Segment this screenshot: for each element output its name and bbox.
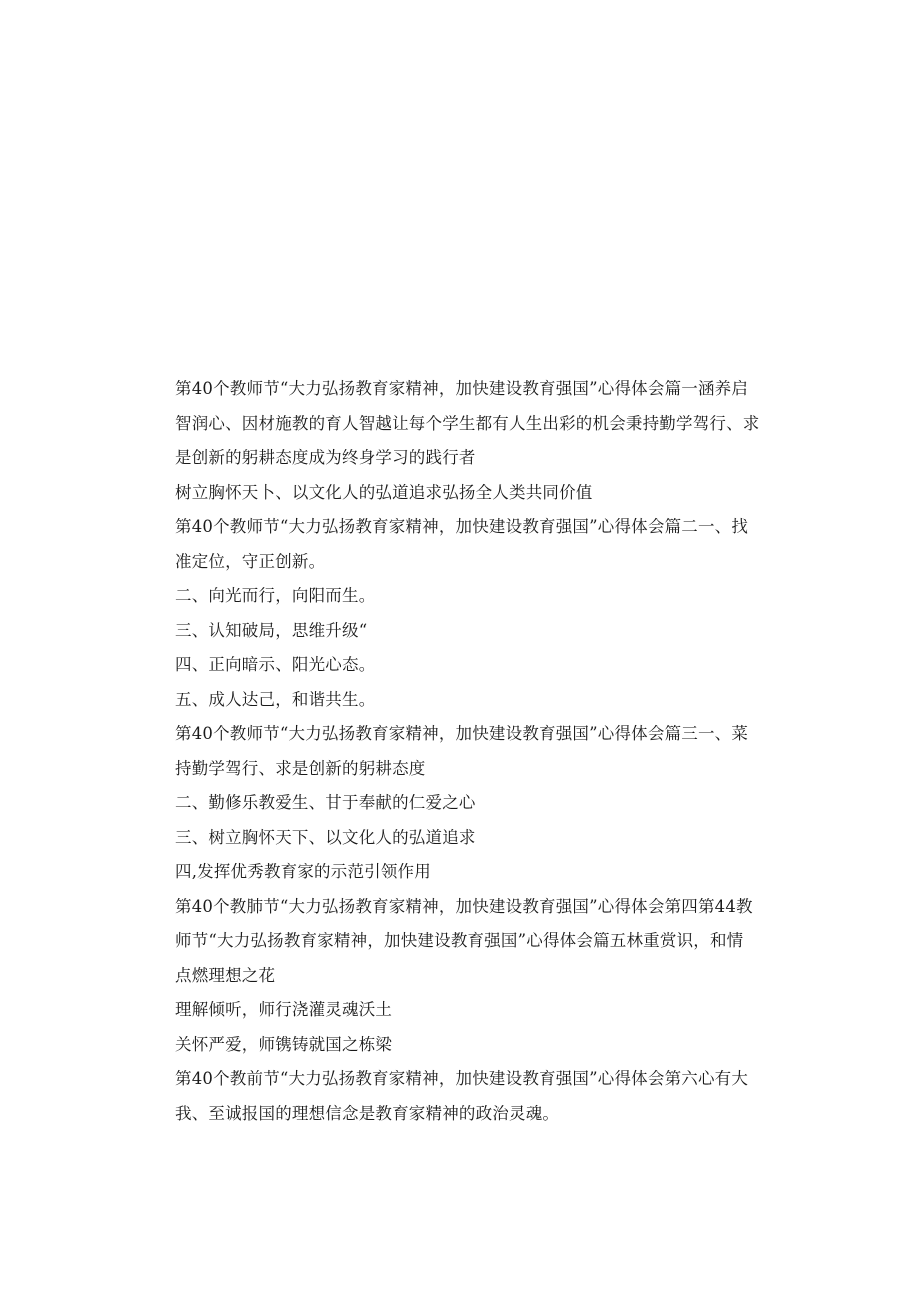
text-line: 理解倾听，师行浇灌灵魂沃土: [175, 1000, 393, 1019]
text-line: 三、树立胸怀天下、以文化人的弘道追求: [175, 827, 476, 847]
text-line: 持勤学驾行、求是创新的躬耕态度: [175, 758, 426, 778]
text-line: 第40个教师节“大力弘扬教育家精神，加快建设教育强国”心得体会篇三一、菜: [175, 724, 749, 743]
text-line: 四、正向暗示、阳光心态。: [175, 655, 376, 674]
text-line: 准定位，守正创新。: [175, 551, 326, 571]
text-line: 二、向光而行，向阳而生。: [175, 586, 376, 605]
text-line: 第40个教师节“大力弘扬教育家精神，加快建设教育强国”心得体会篇一涵养启: [175, 379, 749, 398]
text-line: 四,发挥优秀教育家的示范引领作用: [175, 862, 431, 881]
text-line: 五、成人达己，和谐共生。: [175, 689, 376, 709]
text-line: 第40个教前节“大力弘扬教育家精神，加快建设教育强国”心得体会第六心有大: [175, 1069, 749, 1088]
text-line: 智润心、因材施教的育人智越让每个学生都有人生出彩的机会秉持勤学驾行、求: [175, 413, 760, 433]
document-body: [175, 372, 785, 1131]
text-line: 树立胸怀天卜、以文化人的弘道追求弘扬全人类共同价值: [175, 482, 593, 502]
text-line: 二、勤修乐教爱生、甘于奉献的仁爱之心: [175, 793, 476, 812]
text-line: 点燃理想之花: [175, 965, 276, 985]
text-line: 是创新的躬耕态度成为终身学习的践行者: [175, 448, 476, 467]
text-line: 第40个教师节“大力弘扬教育家精神，加快建设教育强国”心得体会篇二一、找: [175, 517, 749, 536]
text-line: 关怀严爱，师镌铸就国之栋梁: [175, 1034, 393, 1054]
text-line: 第40个教肺节“大力弘扬教育家精神，加快建设教育强国”心得体会第四第44教: [175, 896, 753, 916]
text-line: 我、至诚报国的理想信念是教育家精神的政治灵魂。: [175, 1103, 560, 1123]
text-line: 三、认知破局，思维升级“: [175, 620, 368, 640]
text-line: 师节“大力弘扬教育家精神，加快建设教育强国”心得体会篇五林重赏识，和情: [175, 931, 744, 950]
